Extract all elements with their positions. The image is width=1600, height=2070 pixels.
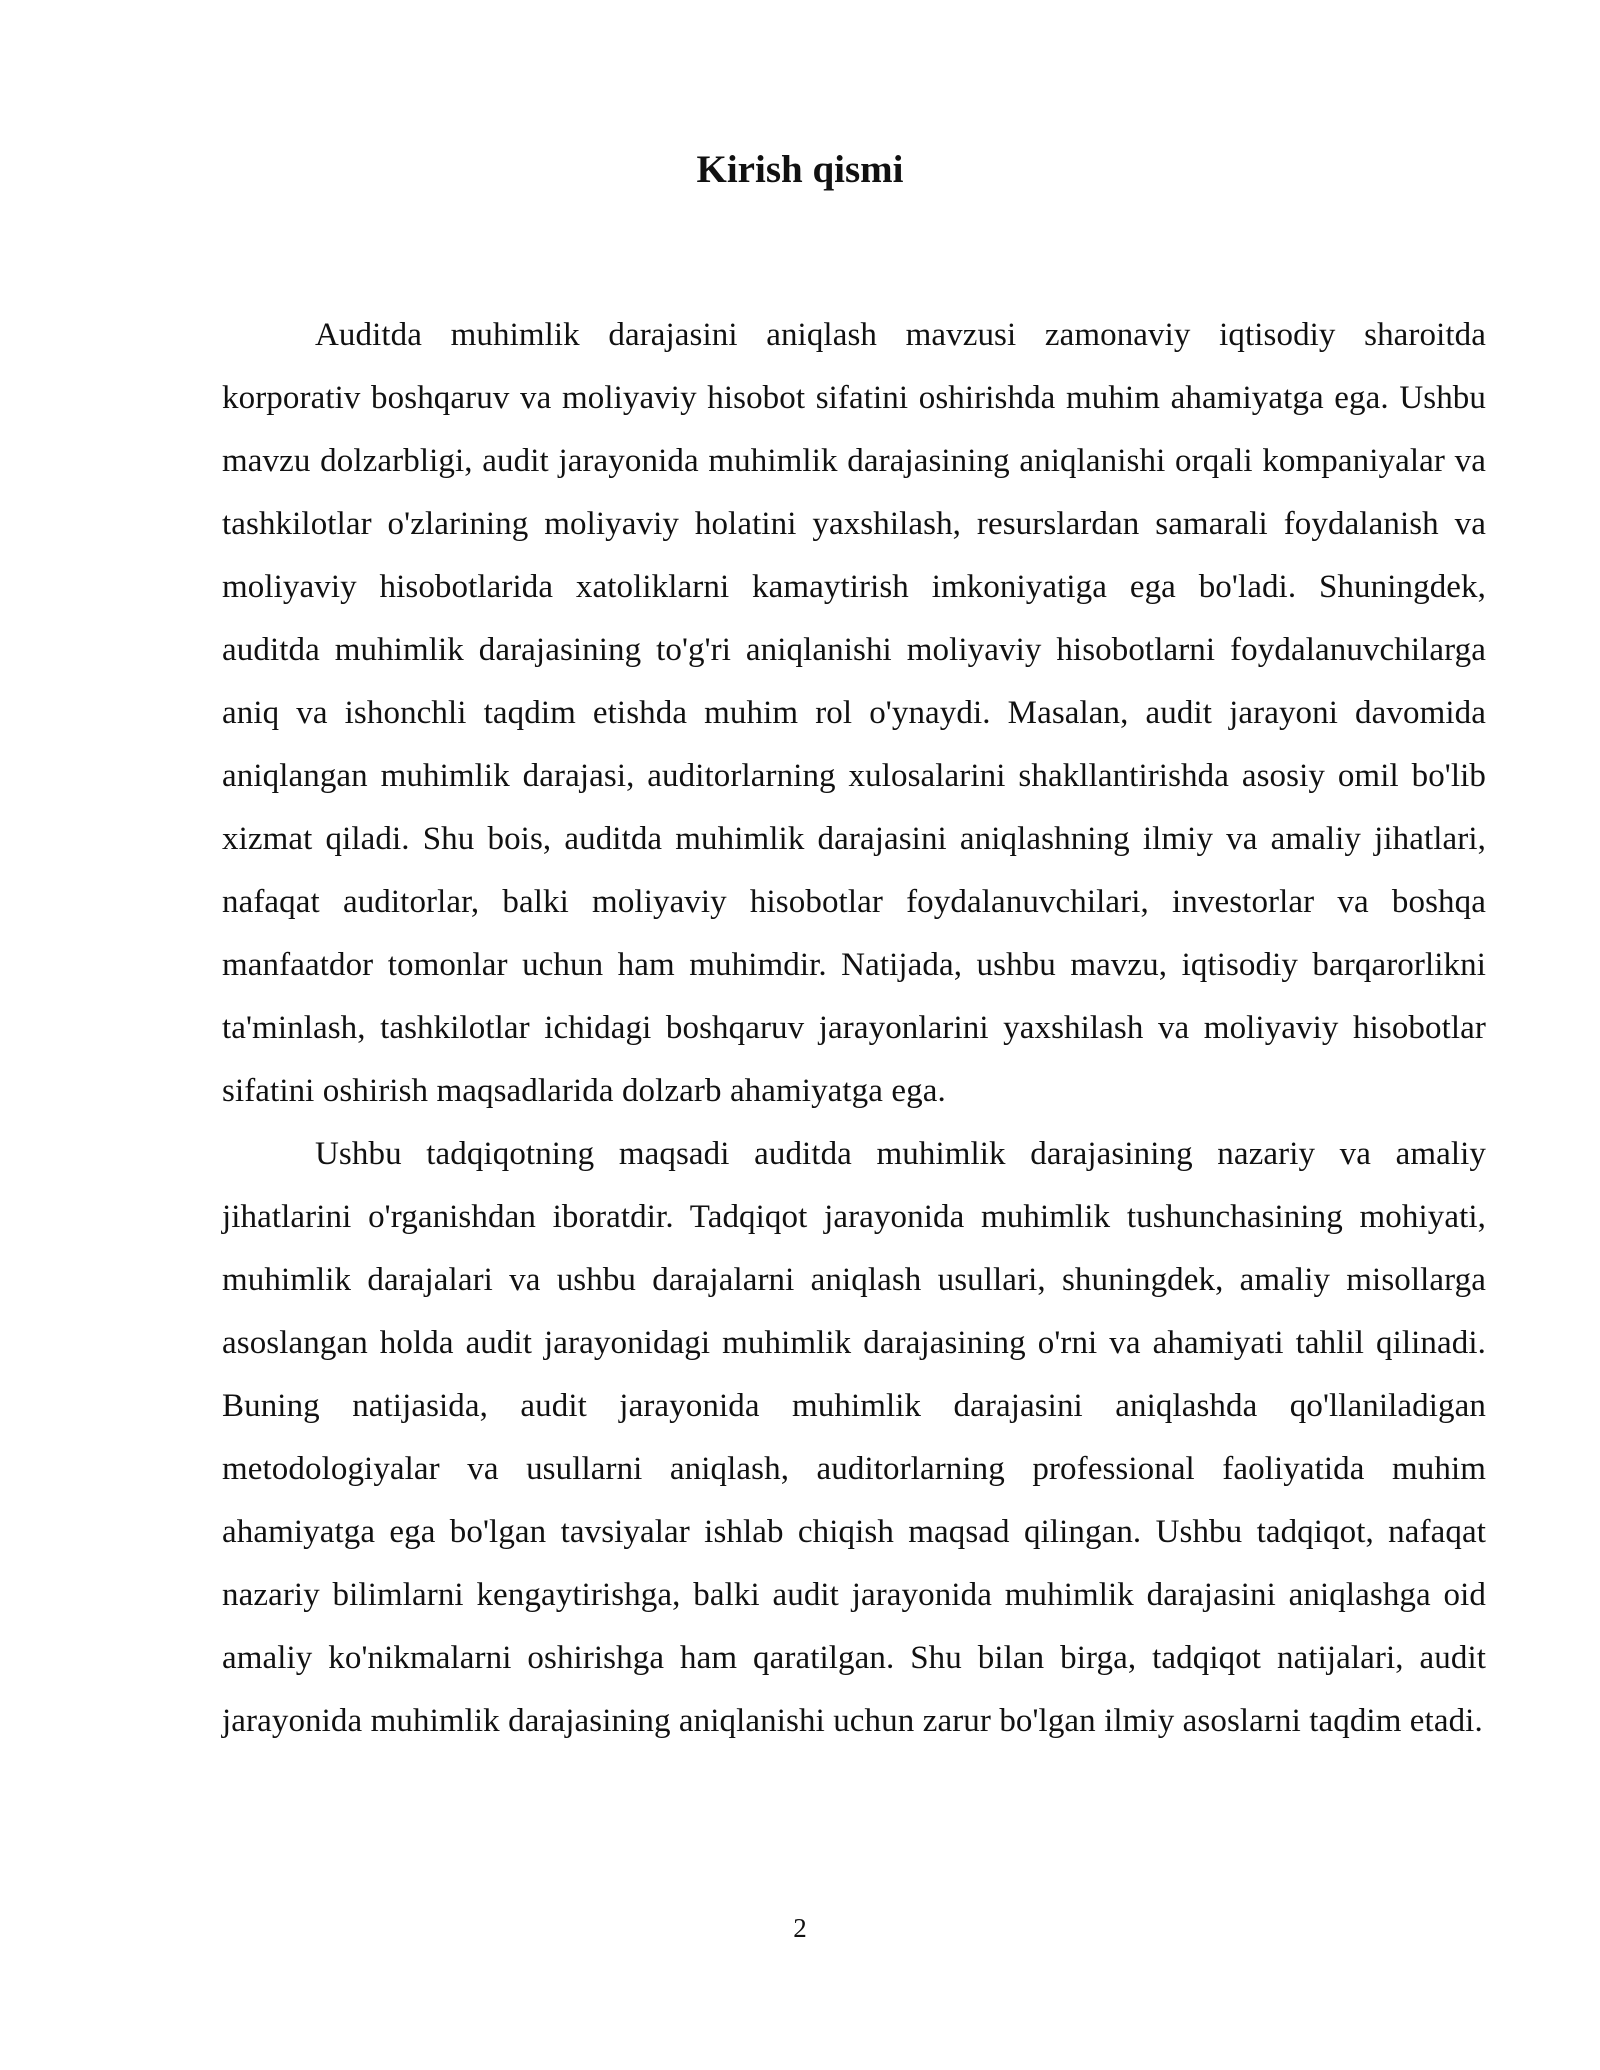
paragraph-purpose: Ushbu tadqiqotning maqsadi auditda muhimlik darajasining nazariy va amaliy jihatlarini o'rganishdan iboratdir. Tadqiqot jarayonida muhimlik tushunchasining mohiyati, muhimlik darajalari va ushbu darajalarni aniqlash usullari, shuningdek, amaliy misollarga asoslangan holda audit jarayonidagi muhimlik darajasining o'rni va ahamiyati tahlil qilinadi. Buning natijasida, audit jarayonida muhimlik darajasini aniqlashda qo'llaniladigan metodologiyalar va usullarni aniqlash, auditorlarning professional faoliyatida muhim ahamiyatga ega bo'lgan tavsiyalar ishlab chiqish maqsad qilingan. Ushbu tadqiqot, nafaqat nazariy bilimlarni kengaytirishga, balki audit jarayonida muhimlik darajasini aniqlashga oid amaliy ko'nikmalarni oshirishga ham qaratilgan. Shu bilan birga, tadqiqot natijalari, audit jarayonida muhimlik darajasining aniqlanishi uchun zarur bo'lgan ilmiy asoslarni taqdim etadi. (222, 1136, 1486, 1739)
paragraph-relevance: Auditda muhimlik darajasini aniqlash mavzusi zamonaviy iqtisodiy sharoitda korporativ boshqaruv va moliyaviy hisobot sifatini oshirishda muhim ahamiyatga ega. Ushbu mavzu dolzarbligi, audit jarayonida muhimlik darajasining aniqlanishi orqali kompaniyalar va tashkilotlar o'zlarining moliyaviy holatini yaxshilash, resurslardan samarali foydalanish va moliyaviy hisobotlarida xatoliklarni kamaytirish imkoniyatiga ega bo'ladi. Shuningdek, auditda muhimlik darajasining to'g'ri aniqlanishi moliyaviy hisobotlarni foydalanuvchilarga aniq va ishonchli taqdim etishda muhim rol o'ynaydi. Masalan, audit jarayoni davomida aniqlangan muhimlik darajasi, auditorlarning xulosalarini shakllantirishda asosiy omil bo'lib xizmat qiladi. Shu bois, auditda muhimlik darajasini aniqlashning ilmiy va amaliy jihatlari, nafaqat auditorlar, balki moliyaviy hisobotlar foydalanuvchilari, investorlar va boshqa manfaatdor tomonlar uchun ham muhimdir. Natijada, ushbu mavzu, iqtisodiy barqarorlikni ta'minlash, tashkilotlar ichidagi boshqaruv jarayonlarini yaxshilash va moliyaviy hisobotlar sifatini oshirish maqsadlarida dolzarb ahamiyatga ega. (222, 317, 1486, 1109)
document-body (222, 304, 1486, 1753)
page-title: Kirish qismi (696, 148, 904, 191)
page-number: 2 (793, 1913, 807, 1943)
